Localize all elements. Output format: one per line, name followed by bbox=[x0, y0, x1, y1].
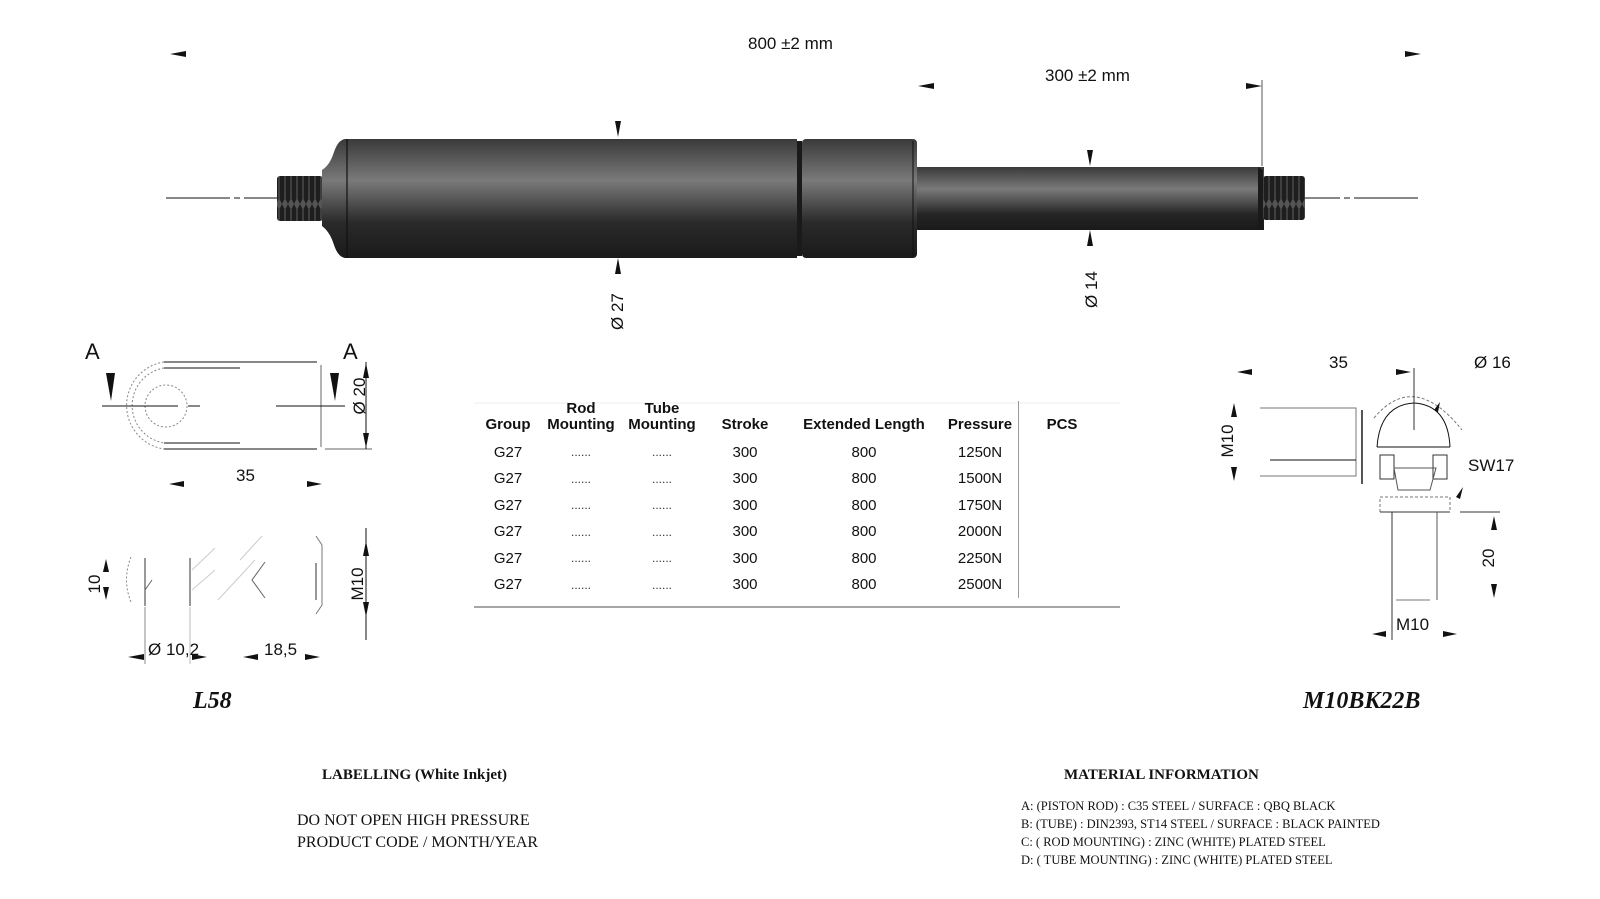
cell-rod-mounting: ...... bbox=[570, 577, 591, 592]
labelling-line: PRODUCT CODE / MONTH/YEAR bbox=[297, 834, 539, 851]
material-lines bbox=[1021, 797, 1380, 869]
right-fitting-length-label: 35 bbox=[1329, 353, 1348, 372]
right-fitting-wrench-label: SW17 bbox=[1468, 456, 1515, 475]
cell-rod-mounting: ...... bbox=[570, 498, 591, 513]
header-group: Group bbox=[485, 416, 531, 433]
table-row bbox=[474, 519, 1105, 546]
header-pcs: PCS bbox=[1019, 401, 1106, 439]
right-fitting-name: M10BK22B bbox=[1303, 688, 1421, 714]
cell-rod-mounting: ...... bbox=[570, 551, 591, 566]
material-line: C: ( ROD MOUNTING) : ZINC (WHITE) PLATED STEEL bbox=[1021, 835, 1326, 849]
right-fitting-ball-label: Ø 16 bbox=[1474, 353, 1511, 372]
table-row bbox=[474, 572, 1105, 599]
cell-extended-length: 800 bbox=[851, 470, 877, 488]
rod-thread bbox=[1263, 176, 1305, 220]
header-pressure: Pressure bbox=[947, 416, 1013, 433]
cell-pcs[interactable] bbox=[1019, 519, 1106, 546]
left-fitting-height-label: Ø 20 bbox=[350, 377, 369, 415]
cell-pressure: 2500N bbox=[957, 576, 1003, 594]
cell-tube-mounting: ...... bbox=[651, 445, 672, 460]
material-title: MATERIAL INFORMATION bbox=[1064, 767, 1259, 783]
cell-pcs[interactable] bbox=[1019, 545, 1106, 572]
cell-extended-length: 800 bbox=[851, 443, 877, 461]
cell-tube-mounting: ...... bbox=[651, 524, 672, 539]
rod-diameter-label: Ø 14 bbox=[1082, 271, 1101, 308]
left-fitting-thickness-label: 10 bbox=[85, 574, 104, 594]
cell-group: G27 bbox=[493, 549, 523, 567]
section-arrow-left bbox=[106, 373, 115, 401]
header-extended-length: Extended Length bbox=[803, 416, 925, 433]
left-fitting-name: L58 bbox=[193, 688, 232, 714]
cell-tube-mounting: ...... bbox=[651, 498, 672, 513]
cell-pressure: 2250N bbox=[957, 549, 1003, 567]
cell-stroke: 300 bbox=[732, 523, 758, 541]
table-row bbox=[474, 439, 1105, 466]
cell-rod-mounting: ...... bbox=[570, 445, 591, 460]
cell-extended-length: 800 bbox=[851, 496, 877, 514]
cell-tube-mounting: ...... bbox=[651, 551, 672, 566]
labelling-line: DO NOT OPEN HIGH PRESSURE bbox=[297, 812, 530, 829]
cell-stroke: 300 bbox=[732, 576, 758, 594]
cell-extended-length: 800 bbox=[851, 523, 877, 541]
right-fitting-stud-length-label: 20 bbox=[1479, 548, 1498, 568]
cell-group: G27 bbox=[493, 576, 523, 594]
cell-stroke: 300 bbox=[732, 496, 758, 514]
left-fitting-bore-label: Ø 10,2 bbox=[148, 640, 200, 659]
header-stroke: Stroke bbox=[721, 416, 769, 433]
table-header-row bbox=[474, 401, 1105, 439]
piston-rod bbox=[917, 167, 1264, 230]
header-tube-mounting: Tube Mounting bbox=[628, 400, 696, 433]
stroke-length-label: 300 ±2 mm bbox=[1045, 66, 1130, 85]
cell-extended-length: 800 bbox=[851, 549, 877, 567]
left-fitting-depth-label: 18,5 bbox=[264, 640, 298, 659]
right-fitting-view bbox=[1260, 368, 1500, 640]
table-row bbox=[474, 492, 1105, 519]
tube-diameter-label: Ø 27 bbox=[608, 293, 627, 330]
tube-body bbox=[345, 139, 797, 258]
material-line: B: (TUBE) : DIN2393, ST14 STEEL / SURFACE : BLACK PAINTED bbox=[1021, 817, 1380, 831]
labelling-title: LABELLING (White Inkjet) bbox=[322, 767, 508, 783]
section-arrow-right bbox=[330, 373, 339, 401]
cell-pressure: 1500N bbox=[957, 470, 1003, 488]
table-row bbox=[474, 545, 1105, 572]
cell-group: G27 bbox=[493, 470, 523, 488]
cell-rod-mounting: ...... bbox=[570, 524, 591, 539]
left-fitting-thread-label: M10 bbox=[348, 567, 367, 601]
cell-pressure: 2000N bbox=[957, 523, 1003, 541]
cell-rod-mounting: ...... bbox=[570, 471, 591, 486]
cell-tube-mounting: ...... bbox=[651, 577, 672, 592]
cell-pcs[interactable] bbox=[1019, 466, 1106, 493]
right-fitting-thread-side-label: M10 bbox=[1218, 424, 1237, 458]
cell-group: G27 bbox=[493, 523, 523, 541]
cell-stroke: 300 bbox=[732, 443, 758, 461]
cell-group: G27 bbox=[493, 443, 523, 461]
cell-pcs[interactable] bbox=[1019, 439, 1106, 466]
cell-pcs[interactable] bbox=[1019, 572, 1106, 599]
cell-tube-mounting: ...... bbox=[651, 471, 672, 486]
section-label-right: A bbox=[343, 339, 358, 364]
tube-thread bbox=[277, 176, 323, 221]
tube-end-cap bbox=[322, 139, 345, 258]
header-rod-mounting: Rod Mounting bbox=[547, 400, 615, 433]
specification-table bbox=[474, 401, 1105, 598]
right-fitting-stud-thread-label: M10 bbox=[1396, 615, 1430, 634]
left-fitting-width-label: 35 bbox=[236, 466, 255, 485]
cell-pressure: 1750N bbox=[957, 496, 1003, 514]
cell-pcs[interactable] bbox=[1019, 492, 1106, 519]
cell-pressure: 1250N bbox=[957, 443, 1003, 461]
section-label-left: A bbox=[85, 339, 100, 364]
labelling-lines bbox=[297, 810, 538, 854]
cell-extended-length: 800 bbox=[851, 576, 877, 594]
material-line: D: ( TUBE MOUNTING) : ZINC (WHITE) PLATED STEEL bbox=[1021, 853, 1333, 867]
cell-stroke: 300 bbox=[732, 549, 758, 567]
cell-stroke: 300 bbox=[732, 470, 758, 488]
overall-length-label: 800 ±2 mm bbox=[748, 34, 833, 53]
table-row bbox=[474, 466, 1105, 493]
cell-group: G27 bbox=[493, 496, 523, 514]
material-line: A: (PISTON ROD) : C35 STEEL / SURFACE : QBQ BLACK bbox=[1021, 799, 1336, 813]
